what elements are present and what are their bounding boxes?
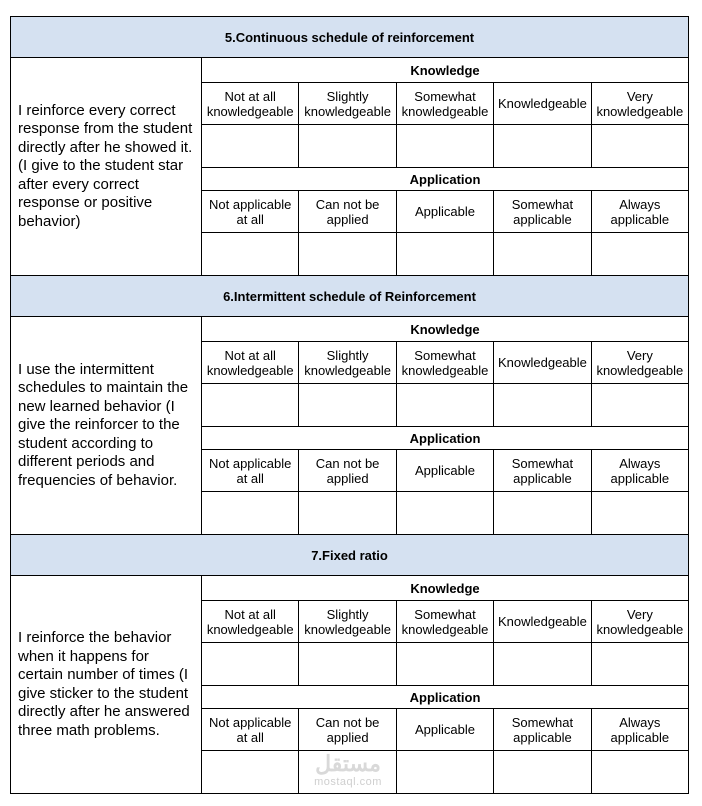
application-option-label: Can not be applied — [299, 450, 396, 491]
knowledge-answer-cell[interactable] — [592, 384, 688, 426]
knowledge-option-label: Not at all knowledgeable — [202, 342, 299, 383]
application-option-label: Somewhat applicable — [494, 191, 591, 232]
knowledge-answer-cell[interactable] — [494, 384, 591, 426]
knowledge-option-label: Slightly knowledgeable — [299, 601, 396, 642]
knowledge-option-label: Very knowledgeable — [596, 88, 684, 119]
application-answer-cell[interactable] — [494, 492, 591, 534]
knowledge-answer-cell[interactable] — [299, 643, 396, 685]
application-answer-row — [202, 233, 688, 275]
knowledge-option-label: Not at all knowledgeable — [202, 601, 299, 642]
application-title: Application — [202, 167, 688, 191]
knowledge-option-label: Not at all knowledgeable — [202, 83, 299, 124]
knowledge-answer-cell[interactable] — [397, 125, 494, 167]
survey-section — [10, 275, 689, 534]
watermark-text: mostaql.com — [314, 776, 382, 788]
section-title: 5.Continuous schedule of reinforcement — [10, 16, 689, 57]
application-option-label: Applicable — [397, 709, 494, 750]
section-title: 7.Fixed ratio — [10, 534, 689, 575]
application-option-label: Always applicable — [610, 455, 670, 486]
application-option-label: Can not be applied — [299, 191, 396, 232]
application-option-label: Always applicable — [610, 196, 670, 227]
statement-text: I use the intermittent schedules to maintain the new learned behavior (I give the reinforcer to the student according to different periods and frequencies of behavior. — [11, 317, 202, 534]
application-option-label: Always applicable — [610, 714, 670, 745]
application-answer-cell[interactable] — [592, 492, 688, 534]
application-answer-cell[interactable] — [592, 233, 688, 275]
application-options-row — [202, 191, 688, 233]
rating-grid — [202, 317, 688, 534]
knowledge-answer-row — [202, 125, 688, 167]
application-title: Application — [202, 685, 688, 709]
section-body — [10, 57, 689, 275]
knowledge-answer-cell[interactable] — [494, 643, 591, 685]
knowledge-option-label: Somewhat knowledgeable — [397, 83, 494, 124]
knowledge-option-label: Knowledgeable — [494, 601, 591, 642]
knowledge-option-label: Somewhat knowledgeable — [397, 342, 494, 383]
survey-table — [10, 16, 689, 794]
knowledge-answer-cell[interactable] — [397, 384, 494, 426]
knowledge-answer-cell[interactable] — [299, 384, 396, 426]
application-title: Application — [202, 426, 688, 450]
application-option-label: Not applicable at all — [202, 191, 299, 232]
knowledge-answer-row — [202, 384, 688, 426]
application-answer-cell[interactable] — [494, 751, 591, 793]
application-option-label: Applicable — [397, 450, 494, 491]
application-answer-cell[interactable] — [592, 751, 688, 793]
knowledge-title: Knowledge — [202, 58, 688, 83]
application-answer-cell[interactable] — [397, 492, 494, 534]
application-option-label: Not applicable at all — [202, 709, 299, 750]
knowledge-answer-cell[interactable] — [202, 643, 299, 685]
knowledge-option-label: Somewhat knowledgeable — [397, 601, 494, 642]
knowledge-answer-cell[interactable] — [592, 125, 688, 167]
knowledge-option-label: Knowledgeable — [494, 83, 591, 124]
statement-text: I reinforce the behavior when it happens for certain number of times (I give sticker to the student directly after he answered three math problems. — [11, 576, 202, 793]
knowledge-option-label: Very knowledgeable — [596, 347, 684, 378]
application-answer-row — [202, 751, 688, 793]
application-options-row — [202, 450, 688, 492]
knowledge-answer-cell[interactable] — [494, 125, 591, 167]
rating-grid — [202, 576, 688, 793]
knowledge-option-label: Knowledgeable — [494, 342, 591, 383]
section-title: 6.Intermittent schedule of Reinforcement — [10, 275, 689, 316]
knowledge-option-label: Slightly knowledgeable — [299, 342, 396, 383]
statement-text: I reinforce every correct response from the student directly after he showed it. (I give to the student star after every correct response or positive behavior) — [11, 58, 202, 275]
survey-section — [10, 16, 689, 275]
knowledge-option-label: Very knowledgeable — [596, 606, 684, 637]
application-option-label: Applicable — [397, 191, 494, 232]
application-answer-cell[interactable] — [494, 233, 591, 275]
knowledge-option-label: Slightly knowledgeable — [299, 83, 396, 124]
knowledge-answer-cell[interactable] — [397, 643, 494, 685]
knowledge-answer-cell[interactable] — [202, 125, 299, 167]
application-answer-cell[interactable] — [397, 233, 494, 275]
application-option-label: Somewhat applicable — [494, 450, 591, 491]
section-body — [10, 316, 689, 534]
knowledge-title: Knowledge — [202, 317, 688, 342]
application-answer-cell[interactable] — [202, 233, 299, 275]
knowledge-answer-cell[interactable] — [202, 384, 299, 426]
application-answer-cell[interactable] — [397, 751, 494, 793]
application-option-label: Somewhat applicable — [494, 709, 591, 750]
application-option-label: Not applicable at all — [202, 450, 299, 491]
rating-grid — [202, 58, 688, 275]
application-answer-cell[interactable] — [299, 233, 396, 275]
knowledge-answer-cell[interactable] — [299, 125, 396, 167]
application-options-row — [202, 709, 688, 751]
knowledge-title: Knowledge — [202, 576, 688, 601]
knowledge-options-row — [202, 342, 688, 384]
application-option-label: Can not be applied — [299, 709, 396, 750]
knowledge-options-row — [202, 83, 688, 125]
watermark-logo: مستقل — [315, 751, 381, 776]
knowledge-options-row — [202, 601, 688, 643]
application-answer-cell[interactable] — [202, 751, 299, 793]
knowledge-answer-cell[interactable] — [592, 643, 688, 685]
application-answer-row — [202, 492, 688, 534]
knowledge-answer-row — [202, 643, 688, 685]
application-answer-cell[interactable] — [299, 492, 396, 534]
watermark — [298, 752, 398, 788]
application-answer-cell[interactable] — [202, 492, 299, 534]
